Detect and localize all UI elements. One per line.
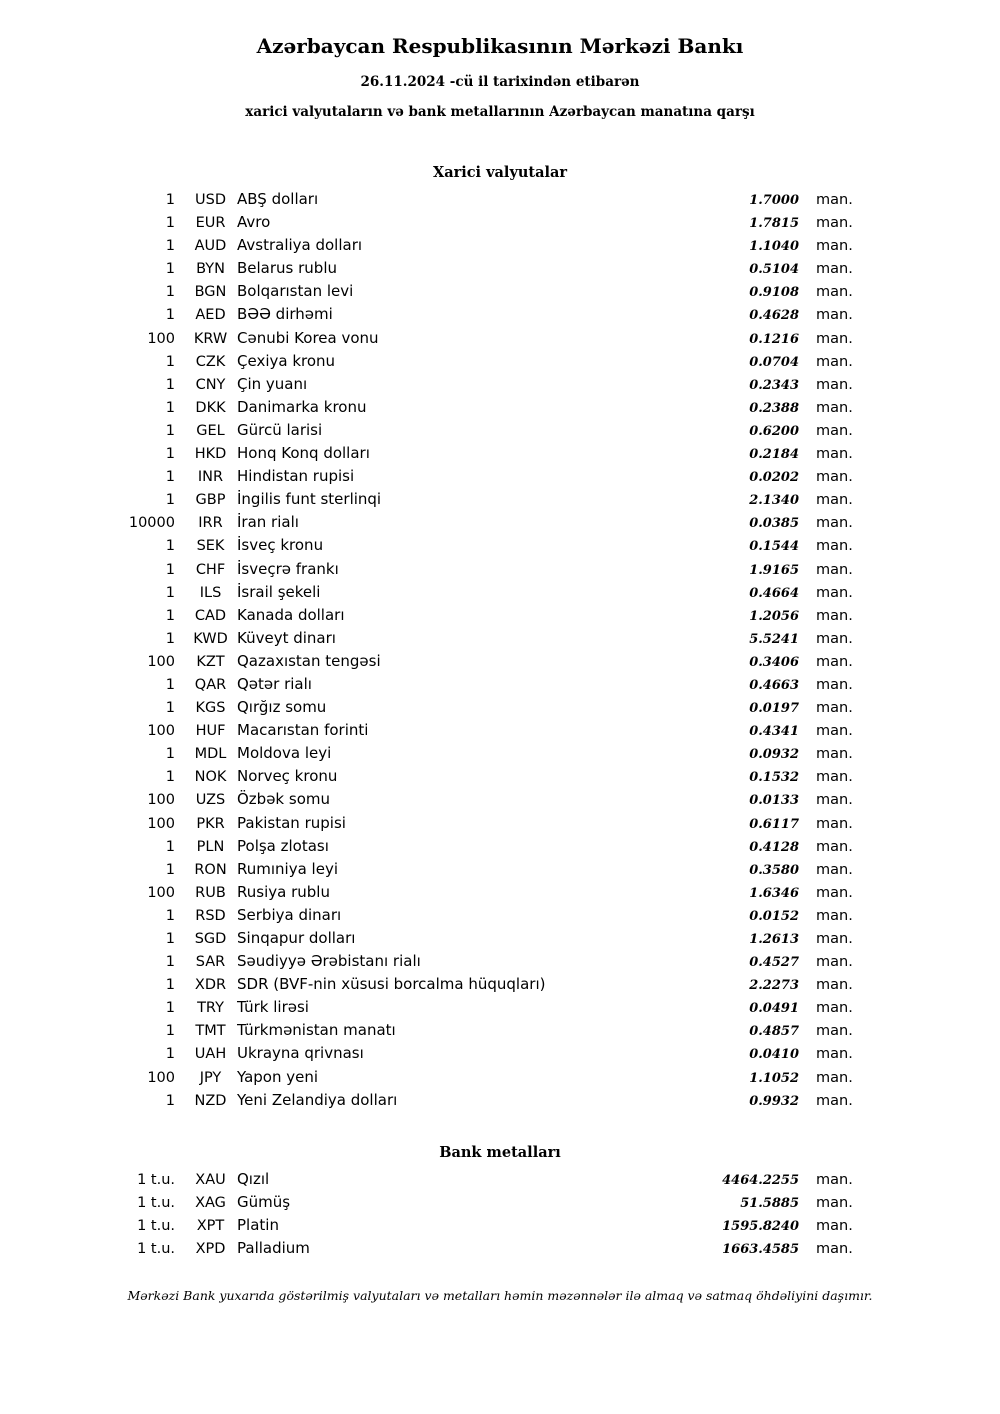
currency-name: Yeni Zelandiya dolları: [237, 1090, 398, 1109]
currency-code: RUB: [195, 884, 226, 901]
unit-label: man.: [816, 676, 853, 693]
currency-name: Çin yuanı: [237, 374, 308, 393]
unit-label: man.: [816, 238, 853, 255]
rate-row: [0, 259, 1000, 282]
currency-name: Rumıniya leyi: [237, 859, 338, 878]
rate-value: 0.2388: [749, 400, 799, 416]
document-description-line: xarici valyutaların və bank metallarının Azərbaycan manatına qarşı: [245, 104, 755, 120]
rate-row: [0, 1068, 1000, 1091]
quantity: 1: [165, 192, 175, 208]
currency-code: CZK: [195, 353, 226, 370]
rate-value: 0.4128: [749, 839, 799, 855]
quantity: 1: [165, 561, 175, 578]
rate-value: 1.1052: [749, 1070, 799, 1086]
rate-row: [0, 790, 1000, 813]
currency-name: Küveyt dinarı: [237, 628, 336, 647]
rate-row: [0, 1021, 1000, 1044]
unit-label: man.: [816, 653, 853, 670]
unit-label: man.: [816, 376, 853, 393]
rate-value: 4464.2255: [722, 1172, 799, 1188]
currency-code: HKD: [194, 446, 227, 463]
unit-label: man.: [816, 884, 853, 901]
quantity: 1 t.u.: [137, 1171, 175, 1188]
currency-code: CNY: [195, 376, 226, 393]
unit-label: man.: [816, 931, 853, 947]
quantity: 100: [147, 1069, 175, 1086]
rate-value: 0.0491: [749, 1001, 799, 1017]
unit-label: man.: [816, 515, 853, 532]
unit-label: man.: [816, 861, 853, 878]
currency-code: SEK: [196, 538, 225, 555]
rate-row: [0, 837, 1000, 860]
rate-value: 0.0197: [749, 701, 799, 717]
currency-code: CAD: [194, 607, 227, 624]
rate-row: [0, 1044, 1000, 1067]
rate-row: [0, 698, 1000, 721]
quantity: 1: [165, 977, 175, 994]
rate-value: 1.7000: [749, 193, 799, 208]
quantity: 1: [165, 838, 175, 855]
quantity: 100: [147, 792, 175, 809]
currency-code: SAR: [195, 954, 226, 971]
disclaimer-text: Mərkəzi Bank yuxarıda göstərilmiş valyutaları və metalları həmin məzənnələr ilə almaq və satmaq öhdəliyini daşımır.: [127, 1288, 873, 1304]
unit-label: man.: [816, 907, 853, 924]
rate-row: [0, 513, 1000, 536]
quantity: 1: [165, 1092, 175, 1109]
rate-value: 1.7815: [749, 216, 799, 232]
currencies-section-heading: Xarici valyutalar: [432, 164, 568, 181]
currency-code: TMT: [195, 1023, 226, 1040]
currency-name: Səudiyyə Ərəbistanı rialı: [237, 952, 421, 971]
rate-value: 0.4857: [749, 1024, 799, 1040]
currency-code: AUD: [194, 238, 227, 255]
rate-row: [0, 213, 1000, 236]
rate-value: 2.2273: [749, 978, 799, 994]
currency-code: TRY: [197, 1000, 224, 1017]
metals-section-heading: Bank metalları: [439, 1143, 561, 1161]
rate-value: 1.9165: [749, 562, 799, 578]
rate-value: 0.1216: [749, 331, 799, 347]
currency-code: CHF: [195, 561, 226, 578]
rate-row: [0, 329, 1000, 352]
quantity: 1: [165, 307, 175, 324]
rate-value: 0.5104: [749, 262, 799, 278]
quantity: 1: [165, 746, 175, 763]
rate-value: 0.0410: [749, 1047, 799, 1063]
currency-name: İngilis funt sterlinqi: [237, 490, 382, 509]
currency-code: AED: [195, 307, 226, 324]
currency-name: Qətər rialı: [237, 674, 312, 693]
currency-name: İsrail şekeli: [237, 582, 321, 601]
currency-name: Platin: [237, 1215, 279, 1234]
unit-label: man.: [816, 284, 853, 301]
currency-name: Qazaxıstan tengəsi: [237, 651, 381, 670]
currency-name: Hindistan rupisi: [237, 467, 355, 486]
currency-name: Danimarka kronu: [237, 397, 367, 416]
unit-label: man.: [816, 492, 853, 509]
document-header: [0, 34, 1000, 120]
quantity: 1: [165, 931, 175, 947]
currency-name: Serbiya dinarı: [237, 905, 342, 924]
currency-code: SGD: [194, 931, 227, 947]
currency-code: KRW: [193, 330, 228, 347]
currency-name: Honq Konq dolları: [237, 444, 370, 463]
unit-label: man.: [816, 1171, 853, 1188]
quantity: 1: [165, 584, 175, 601]
quantity: 1: [165, 538, 175, 555]
currency-name: Yapon yeni: [237, 1067, 319, 1086]
rate-value: 0.1544: [749, 539, 799, 555]
unit-label: man.: [816, 353, 853, 370]
rate-value: 0.0133: [749, 793, 799, 809]
currency-code: GEL: [196, 422, 225, 439]
currencies-table: [0, 190, 1000, 1114]
currency-name: İran rialı: [237, 513, 299, 532]
rate-value: 0.6117: [749, 816, 799, 832]
unit-label: man.: [816, 792, 853, 809]
currency-code: UAH: [194, 1046, 227, 1063]
unit-label: man.: [816, 1069, 853, 1086]
currency-code: XDR: [194, 977, 227, 994]
rate-row: [0, 536, 1000, 559]
unit-label: man.: [816, 1046, 853, 1063]
unit-label: man.: [816, 446, 853, 463]
currency-name: Ukrayna qrivnası: [237, 1044, 364, 1063]
rate-value: 1.2056: [749, 608, 799, 624]
rate-row: [0, 860, 1000, 883]
rate-value: 1663.4585: [722, 1242, 799, 1258]
unit-label: man.: [816, 746, 853, 763]
quantity: 100: [147, 815, 175, 832]
rate-row: [0, 1170, 1000, 1193]
quantity: 1: [165, 238, 175, 255]
rate-value: 0.4527: [749, 955, 799, 971]
quantity: 1: [165, 1023, 175, 1040]
rate-row: [0, 190, 1000, 213]
currency-code: XPT: [196, 1217, 225, 1234]
rate-row: [0, 606, 1000, 629]
rate-row: [0, 1239, 1000, 1262]
quantity: 1: [165, 284, 175, 301]
currency-name: İsveç kronu: [237, 536, 324, 555]
currency-name: Sinqapur dolları: [237, 929, 356, 947]
rate-row: [0, 814, 1000, 837]
rate-row: [0, 398, 1000, 421]
quantity: 100: [147, 653, 175, 670]
rate-row: [0, 490, 1000, 513]
rate-value: 51.5885: [740, 1195, 799, 1211]
unit-label: man.: [816, 700, 853, 717]
rate-value: 0.1532: [749, 770, 799, 786]
currency-code: QAR: [194, 676, 227, 693]
quantity: 1: [165, 1046, 175, 1063]
rate-row: [0, 560, 1000, 583]
currency-code: XPD: [195, 1241, 226, 1258]
currency-name: BƏƏ dirhəmi: [237, 305, 333, 324]
unit-label: man.: [816, 469, 853, 486]
currency-code: IRR: [198, 515, 223, 532]
currency-code: KZT: [196, 653, 225, 670]
currency-name: Avro: [237, 213, 271, 232]
unit-label: man.: [816, 1092, 853, 1109]
rate-row: [0, 767, 1000, 790]
unit-label: man.: [816, 723, 853, 740]
currency-name: Özbək somu: [237, 790, 330, 809]
rate-row: [0, 998, 1000, 1021]
currency-name: Bolqarıstan levi: [237, 282, 354, 301]
rate-value: 1595.8240: [722, 1218, 799, 1234]
rate-value: 0.3580: [749, 862, 799, 878]
unit-label: man.: [816, 1023, 853, 1040]
metals-table: [0, 1170, 1000, 1262]
quantity: 1 t.u.: [137, 1194, 175, 1211]
quantity: 1: [165, 446, 175, 463]
quantity: 1: [165, 607, 175, 624]
rate-value: 0.0704: [749, 354, 799, 370]
currency-name: ABŞ dolları: [237, 190, 319, 208]
quantity: 1: [165, 700, 175, 717]
quantity: 1: [165, 630, 175, 647]
currency-code: XAG: [195, 1194, 226, 1211]
currency-code: BYN: [196, 261, 225, 278]
unit-label: man.: [816, 261, 853, 278]
currency-code: ILS: [199, 584, 222, 601]
quantity: 1 t.u.: [137, 1241, 175, 1258]
quantity: 1: [165, 907, 175, 924]
currency-code: EUR: [195, 215, 226, 232]
currency-name: Palladium: [237, 1239, 310, 1258]
unit-label: man.: [816, 954, 853, 971]
currency-code: JPY: [199, 1069, 222, 1086]
rate-row: [0, 744, 1000, 767]
quantity: 10000: [128, 515, 175, 532]
rate-value: 0.4664: [749, 585, 799, 601]
rate-value: 5.5241: [749, 631, 799, 647]
unit-label: man.: [816, 977, 853, 994]
currency-name: Qızıl: [237, 1169, 270, 1188]
currency-code: PKR: [196, 815, 225, 832]
rate-row: [0, 675, 1000, 698]
currency-name: Polşa zlotası: [237, 836, 329, 855]
quantity: 100: [147, 723, 175, 740]
unit-label: man.: [816, 307, 853, 324]
currency-name: Gürcü larisi: [237, 420, 323, 439]
unit-label: man.: [816, 630, 853, 647]
quantity: 1: [165, 215, 175, 232]
currency-name: Norveç kronu: [237, 767, 338, 786]
currency-code: XAU: [195, 1171, 226, 1188]
currency-code: UZS: [195, 792, 226, 809]
currency-name: Gümüş: [237, 1192, 291, 1211]
currency-name: Belarus rublu: [237, 259, 338, 278]
page-title: Azərbaycan Respublikasının Mərkəzi Bankı: [256, 34, 744, 58]
currency-code: KWD: [193, 630, 228, 647]
currency-name: Avstraliya dolları: [237, 236, 363, 255]
rate-row: [0, 1216, 1000, 1239]
rate-value: 0.9932: [749, 1093, 799, 1109]
currency-code: USD: [195, 192, 226, 208]
currency-code: KGS: [195, 700, 226, 717]
currency-code: MDL: [194, 746, 227, 763]
rate-row: [0, 975, 1000, 998]
currency-name: Türk lirəsi: [237, 998, 309, 1017]
currency-name: Pakistan rupisi: [237, 813, 346, 832]
rate-row: [0, 952, 1000, 975]
unit-label: man.: [816, 422, 853, 439]
quantity: 1: [165, 954, 175, 971]
currency-code: RSD: [195, 907, 226, 924]
unit-label: man.: [816, 330, 853, 347]
unit-label: man.: [816, 607, 853, 624]
currency-code: GBP: [195, 492, 226, 509]
currency-code: HUF: [195, 723, 226, 740]
rate-value: 0.4663: [749, 677, 799, 693]
currency-code: DKK: [195, 399, 226, 416]
unit-label: man.: [816, 561, 853, 578]
currency-code: INR: [197, 469, 224, 486]
rate-row: [0, 375, 1000, 398]
quantity: 1: [165, 861, 175, 878]
unit-label: man.: [816, 838, 853, 855]
quantity: 1: [165, 353, 175, 370]
currency-code: BGN: [194, 284, 227, 301]
rate-value: 0.0152: [749, 908, 799, 924]
rate-value: 1.1040: [749, 239, 799, 255]
quantity: 1: [165, 676, 175, 693]
currency-name: Cənubi Korea vonu: [237, 328, 379, 347]
rate-row: [0, 629, 1000, 652]
rate-row: [0, 444, 1000, 467]
rate-row: [0, 236, 1000, 259]
currency-code: RON: [194, 861, 227, 878]
rate-row: [0, 1193, 1000, 1216]
rate-row: [0, 652, 1000, 675]
quantity: 1: [165, 492, 175, 509]
rate-row: [0, 929, 1000, 952]
quantity: 100: [147, 884, 175, 901]
rate-row: [0, 1091, 1000, 1114]
rate-value: 0.0202: [749, 470, 799, 486]
rate-value: 0.0932: [749, 747, 799, 763]
unit-label: man.: [816, 1000, 853, 1017]
quantity: 1: [165, 376, 175, 393]
currency-name: Macarıstan forinti: [237, 721, 369, 740]
quantity: 1: [165, 422, 175, 439]
quantity: 1: [165, 1000, 175, 1017]
rate-row: [0, 282, 1000, 305]
rate-value: 0.4341: [749, 724, 799, 740]
rate-value: 1.2613: [749, 932, 799, 947]
currency-name: SDR (BVF-nin xüsusi borcalma hüquqları): [237, 975, 546, 994]
unit-label: man.: [816, 769, 853, 786]
effective-date-line: 26.11.2024 -cü il tarixindən etibarən: [360, 74, 640, 90]
rate-value: 0.0385: [749, 516, 799, 532]
rate-row: [0, 883, 1000, 906]
rate-row: [0, 906, 1000, 929]
rate-row: [0, 721, 1000, 744]
unit-label: man.: [816, 1217, 853, 1234]
unit-label: man.: [816, 1241, 853, 1258]
rate-value: 0.4628: [749, 308, 799, 324]
quantity: 100: [147, 330, 175, 347]
quantity: 1: [165, 469, 175, 486]
rate-value: 0.2343: [749, 377, 799, 393]
quantity: 1: [165, 261, 175, 278]
currency-code: NOK: [194, 769, 227, 786]
rate-value: 1.6346: [749, 885, 799, 901]
currency-name: Qırğız somu: [237, 698, 327, 717]
rate-row: [0, 352, 1000, 375]
rate-value: 2.1340: [749, 493, 799, 509]
currency-code: PLN: [196, 838, 225, 855]
rate-value: 0.3406: [749, 654, 799, 670]
rate-value: 0.6200: [749, 423, 799, 439]
unit-label: man.: [816, 399, 853, 416]
unit-label: man.: [816, 538, 853, 555]
quantity: 1 t.u.: [137, 1217, 175, 1234]
quantity: 1: [165, 399, 175, 416]
rate-row: [0, 421, 1000, 444]
currency-code: NZD: [194, 1092, 227, 1109]
rate-row: [0, 305, 1000, 328]
currency-name: Çexiya kronu: [237, 351, 336, 370]
unit-label: man.: [816, 192, 853, 208]
unit-label: man.: [816, 815, 853, 832]
unit-label: man.: [816, 215, 853, 232]
currency-name: Kanada dolları: [237, 605, 345, 624]
quantity: 1: [165, 769, 175, 786]
currency-name: Moldova leyi: [237, 744, 332, 763]
currency-name: Rusiya rublu: [237, 882, 330, 901]
unit-label: man.: [816, 584, 853, 601]
unit-label: man.: [816, 1194, 853, 1211]
rate-row: [0, 583, 1000, 606]
rate-row: [0, 467, 1000, 490]
currency-name: İsveçrə frankı: [237, 559, 339, 578]
rate-value: 0.9108: [749, 285, 799, 301]
currency-name: Türkmənistan manatı: [237, 1021, 396, 1040]
rate-value: 0.2184: [749, 447, 799, 463]
